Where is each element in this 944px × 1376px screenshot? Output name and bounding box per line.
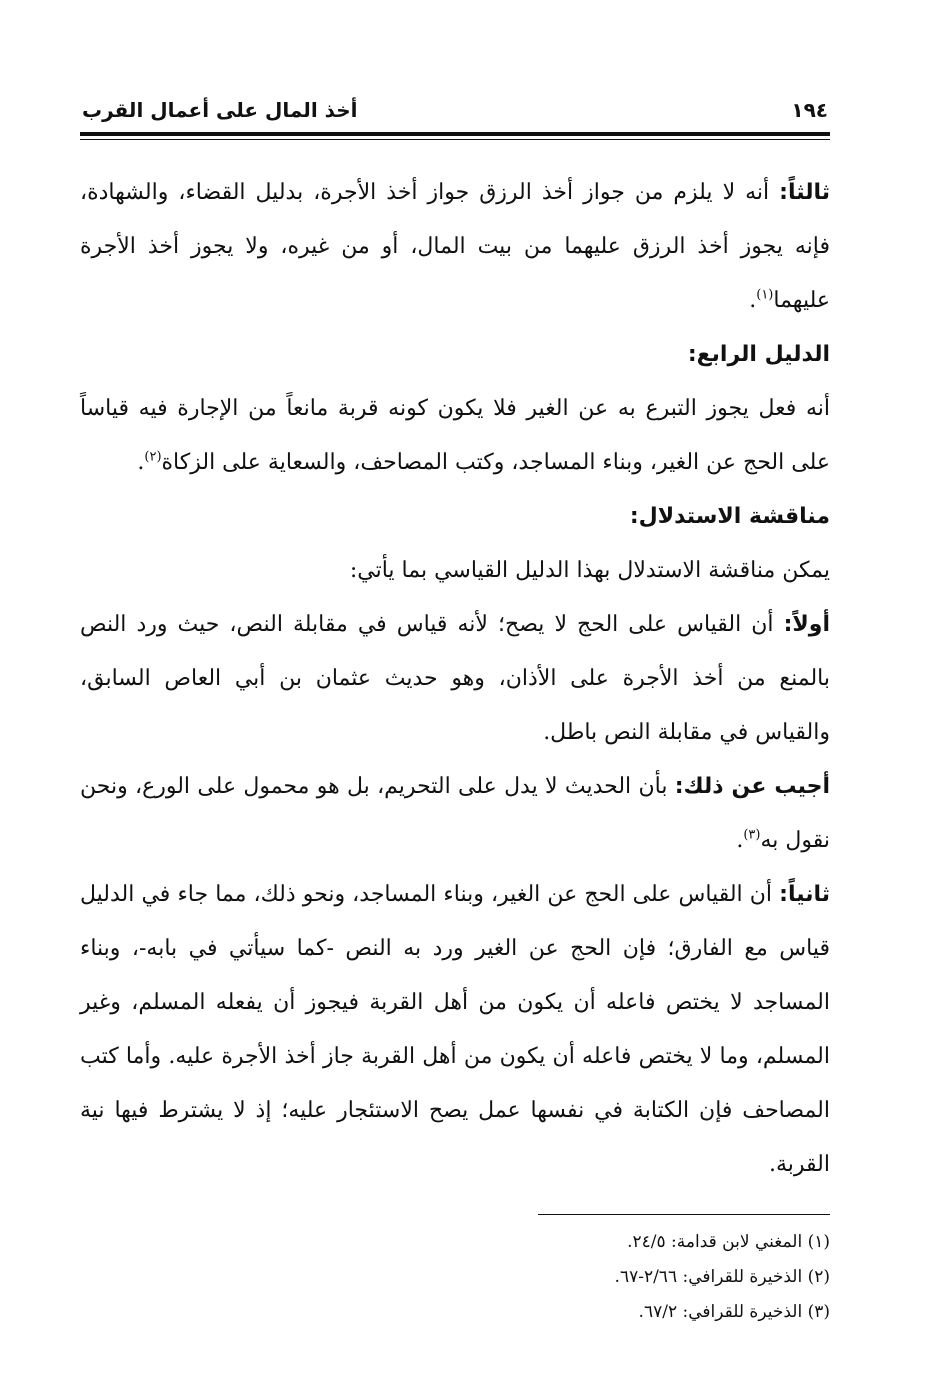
paragraph-end: . [736, 828, 744, 853]
running-title: أخذ المال على أعمال القرب [82, 98, 358, 122]
main-text [80, 166, 830, 1192]
paragraph-lead: ثالثاً: [779, 180, 830, 205]
footnote-ref: (٢) [144, 449, 162, 465]
footnotes [80, 1225, 830, 1330]
section-heading-discussion: مناقشة الاستدلال: [629, 504, 830, 529]
running-header [80, 96, 830, 130]
section-heading-fourth-evidence: الدليل الرابع: [687, 342, 830, 367]
paragraph-answer [80, 760, 830, 868]
paragraph-end: . [137, 450, 145, 475]
page-number: ١٩٤ [791, 98, 828, 122]
footnote-ref: (٣) [743, 827, 761, 843]
paragraph-text: بأن الحديث لا يدل على التحريم، بل هو محمول على الورع، ونحن نقول به [80, 774, 830, 853]
paragraph-lead: أولاً: [783, 612, 830, 637]
paragraph-fourth-evidence [80, 382, 830, 490]
book-page [80, 96, 830, 1330]
footnote: (١) المغني لابن قدامة: ٢٤/٥. [627, 1232, 830, 1252]
footnote: (٢) الذخيرة للقرافي: ٢/٦٦-٦٧. [614, 1267, 830, 1287]
paragraph-second-point [80, 868, 830, 1192]
paragraph-text: أن القياس على الحج عن الغير، وبناء المساجد، ونحو ذلك، مما جاء في الدليل قياس مع الفارق؛ فإن الحج عن الغير ورد به النص -كما سيأتي في بابه-، وبناء المساجد لا يختص فاعله أن يكون من أهل القربة فيجوز أن يفعله المسلم، وغير المسلم، وما لا يختص فاعله أن يكون من أهل القربة جاز أخذ الأجرة عليه. وأما كتب المصاحف فإن الكتابة في نفسها عمل يصح الاستئجار عليه؛ إذ لا يشترط فيها نية القربة. [80, 882, 830, 1177]
paragraph-first-point [80, 598, 830, 760]
footnote-separator [538, 1214, 830, 1215]
paragraph-lead: أجيب عن ذلك: [674, 774, 830, 799]
paragraph-lead: ثانياً: [779, 882, 830, 907]
footnote-ref: (١) [756, 287, 774, 303]
paragraph-text: أنه لا يلزم من جواز أخذ الرزق جواز أخذ الأجرة، بدليل القضاء، والشهادة، فإنه يجوز أخذ الرزق عليهما من بيت المال، أو من غيره، ولا يجوز أخذ الأجرة عليهما [80, 180, 830, 313]
header-rule-thin [80, 139, 830, 140]
paragraph-end: . [749, 288, 757, 313]
header-rule-thick [80, 132, 830, 136]
paragraph-text: أن القياس على الحج لا يصح؛ لأنه قياس في مقابلة النص، حيث ورد النص بالمنع من أخذ الأجرة على الأذان، وهو حديث عثمان بن أبي العاص السابق، والقياس في مقابلة النص باطل. [80, 612, 830, 745]
paragraph-third-point [80, 166, 830, 328]
paragraph-text: أنه فعل يجوز التبرع به عن الغير فلا يكون كونه قربة مانعاً من الإجارة فيه قياساً على الحج عن الغير، وبناء المساجد، وكتب المصاحف، والسعاية على الزكاة [80, 396, 830, 475]
footnote: (٣) الذخيرة للقرافي: ٦٧/٢. [638, 1302, 830, 1322]
paragraph-discussion-intro: يمكن مناقشة الاستدلال بهذا الدليل القياسي بما يأتي: [349, 558, 830, 583]
